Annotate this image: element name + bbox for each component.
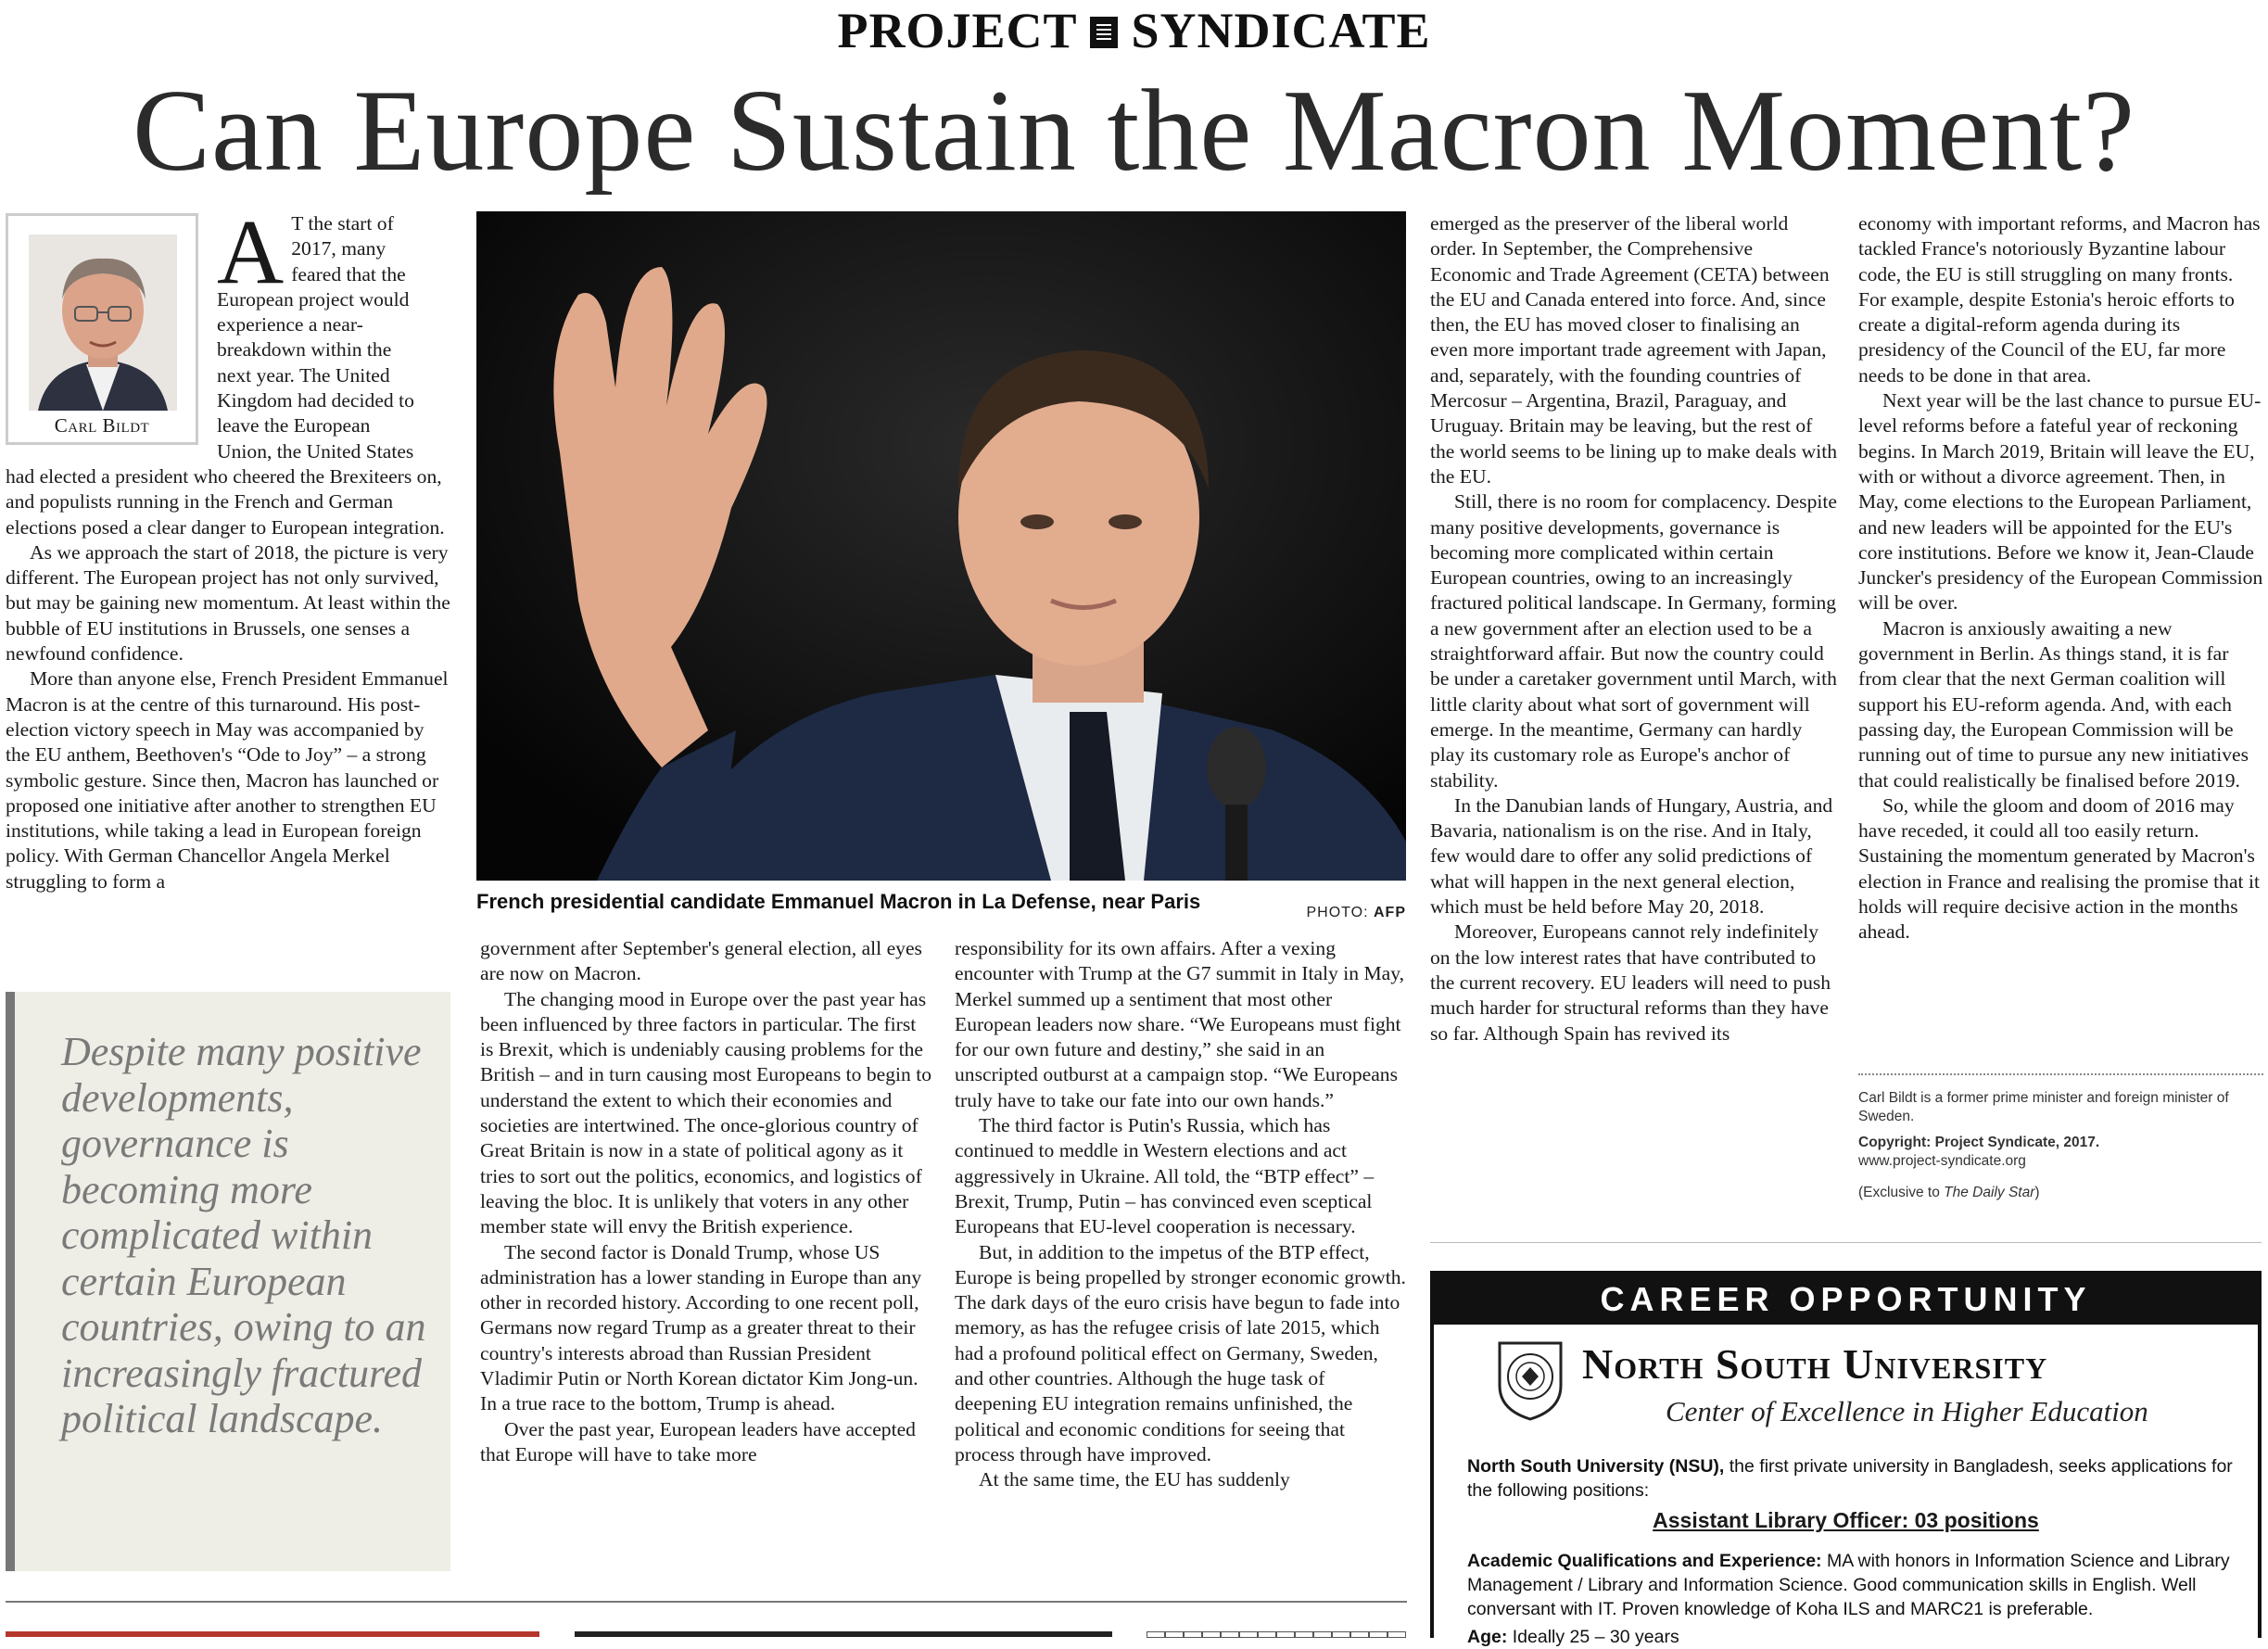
col3-paragraph: responsibility for its own affairs. After a vexing encounter with Trump at the G7 summit in Italy in May, Merkel summed up a sentiment that most other European leaders now share. “We Europeans must fight for our own future and destiny,” she said in an unscripted outburst at a campaign stop. “We Europeans truly have to take our fate into our own hands.” [955,937,1405,1111]
author-portrait [29,235,177,411]
col1-paragraph: More than anyone else, French President Emmanuel Macron is at the centre of this turnaround. His post-election victory speech in May was accompanied by the EU anthem, Beethoven's “Ode to Joy” – a strong symbolic gesture. Since then, Macron has launched or proposed one initiative after another to strengthen EU institutions, while taking a lead in European foreign policy. With German Chancellor Angela Merkel struggling to form a [6,667,449,893]
university-seal-icon [1494,1338,1566,1421]
qual-text: MA with honors in Information Science and Library Management / Library and Information Science. Good communication skills in English. Well conversant with IT. Proven knowledge of Koha ILS and MARC21 is preferable. [1467,1551,2230,1619]
bio-divider [1858,1073,2263,1075]
col1-line: 2017, many [291,237,386,260]
col3-paragraph: The third factor is Putin's Russia, which has continued to meddle in Western elections and act aggressively in Ukraine. All told, the “BTP effect” – Brexit, Trump, Putin – has convinced even sceptical Europeans that EU-level cooperation is necessary. [955,1114,1375,1238]
col4-paragraph: emerged as the preserver of the liberal world order. In September, the Comprehensive Economic and Trade Agreement (CETA) between the EU and Canada entered into force. And, since then, the EU has moved closer to finalising an even more important trade agreement with Japan, and, separately, with the founding countries of Mercosur – Argentina, Brazil, Paraguay, and Uruguay. Britain may be leaving, but the rest of the world seems to be lining up to make deals with the EU. [1430,212,1837,488]
age-label: Age: [1467,1627,1508,1647]
photo-credit-label: PHOTO: [1306,905,1374,920]
column-5 [1858,211,2263,945]
col5-paragraph: So, while the gloom and doom of 2016 may have receded, it could all too easily return. Sustaining the momentum generated by Macron's election in France and realising the promise that it holds will require decisive action in the months ahead. [1858,793,2260,944]
career-intro-text: the first private university in Bangladesh, seeks applications for the following positions: [1467,1456,2233,1501]
bottom-bar-red [6,1631,539,1637]
column-1-body [6,464,450,894]
photo-caption: French presidential candidate Emmanuel Macron in La Defense, near Paris [476,890,1201,913]
age-text: Ideally 25 – 30 years [1507,1627,1679,1647]
col2-paragraph: Over the past year, European leaders have accepted that Europe will have to take more [480,1417,916,1465]
exclusive-prefix: (Exclusive to [1858,1185,1945,1200]
career-bar: CAREER OPPORTUNITY [1434,1275,2258,1325]
col1-line: T the start of [291,212,394,235]
col1-paragraph: As we approach the start of 2018, the picture is very different. The European project has not only survived, but may be gaining new momentum. At least within the bubble of EU institutions in Brussels, one senses a newfound confidence. [6,540,450,666]
career-ad [1430,1271,2262,1647]
col1-line: feared that the [291,262,406,285]
dropcap: A [217,200,285,303]
bottom-rule-main [6,1601,1407,1603]
col1-line: Union, the United States [217,439,414,463]
career-intro-bold: North South University (NSU), [1467,1456,1725,1477]
col3-paragraph: But, in addition to the impetus of the BTP effect, Europe is being propelled by stronger economic growth. The dark days of the euro crisis have begun to fade into memory, as has the refugee crisis of late 2015, which had a profound political effect on Germany, Sweden, and other countries. Although the huge task of deepening EU integration remains unfinished, the political and economic conditions for seeing that process through have improved. [955,1240,1406,1465]
author-bio [1858,1089,2263,1202]
author-name: Carl Bildt [54,414,150,437]
col5-paragraph: Next year will be the last chance to pursue EU-level reforms before a fateful year of reckoning begins. In March 2019, Britain will leave the EU, with or without a divorce agreement. Then, in May, come elections to the European Parliament, and new leaders will be appointed for the EU's core institutions. Before we know it, Jean-Claude Juncker's presidency of the European Commission will be over. [1858,389,2263,615]
column-1-top [217,200,456,464]
career-intro [1467,1454,2236,1503]
exclusive-suffix: ) [2034,1185,2040,1200]
exclusive-note [1858,1184,2263,1202]
col2-paragraph: The changing mood in Europe over the past year has been influenced by three factors in particular. The first is Brexit, which is undeniably causing problems for the British – and in turn causing most Europeans to begin to understand the extent to which their economies and societies are intertwined. The once-glorious country of Great Britain is now in a state of political agony as it tries to sort out the politics, economics, and logistics of leaving the bloc. It is unlikely that voters in any other member state will envy the British experience. [480,987,931,1238]
column-3 [955,936,1407,1493]
col3-paragraph: At the same time, the EU has suddenly [979,1468,1290,1491]
col2-paragraph: The second factor is Donald Trump, whose US administration has a lower standing in Europe than any other in recorded history. According to one recent poll, Germans now regard Trump as a greater threat to their country's interests abroad than Russian President Vladimir Putin or North Korean dictator Kim Jong-un. In a true race to the bottom, Trump is ahead. [480,1240,922,1415]
copyright: Copyright: Project Syndicate, 2017. [1858,1135,2100,1150]
col1-paragraph: had elected a president who cheered the Brexiteers on, and populists running in the French and German elections posed a clear danger to European integration. [6,465,445,539]
author-box [6,213,198,445]
article-photo [476,211,1406,881]
syndicate-logo-icon [1090,17,1118,48]
university-name: North South University [1582,1340,2048,1388]
masthead-syndicate: SYNDICATE [1131,3,1431,58]
masthead-project: PROJECT [837,3,1078,58]
photo-credit-source: AFP [1374,905,1406,920]
pull-quote [6,992,450,1571]
bottom-bar-strip [1147,1631,1406,1638]
col1-line: next year. The United [217,363,390,387]
col5-paragraph: economy with important reforms, and Macron has tackled France's notoriously Byzantine labour code, the EU is still struggling on many fronts. For example, despite Estonia's heroic efforts to create a digital-reform agenda during its presidency of the Council of the EU, far more needs to be done in that area. [1858,212,2261,387]
source-url[interactable]: www.project-syndicate.org [1858,1153,2026,1169]
masthead [0,2,2268,59]
pull-quote-text: Despite many positive developments, governance is becoming more complicated within certain European countries, owing to an increasingly fractured political landscape. [61,1029,426,1441]
col1-line: breakdown within the [217,338,392,362]
university-tagline: Center of Excellence in Higher Education [1666,1395,2148,1427]
bottom-bar-dark [575,1631,1112,1637]
qual-label: Academic Qualifications and Experience: [1467,1551,1822,1571]
col1-line: European project would [217,287,410,311]
career-age [1467,1625,2236,1649]
photo-credit [1307,905,1407,921]
section-rule [1430,1242,2262,1243]
position-title: Assistant Library Officer: 03 positions [1653,1508,2039,1532]
bio-text: Carl Bildt is a former prime minister and foreign minister of Sweden. [1858,1090,2229,1124]
career-qualifications [1467,1549,2236,1621]
col5-paragraph: Macron is anxiously awaiting a new government in Berlin. As things stand, it is far from clear that the next German coalition will support his EU-reform agenda. And, with each passing day, the European Commission will be running out of time to pursue any new initiatives that could realistically be finalised before 2019. [1858,616,2249,792]
col4-paragraph: Moreover, Europeans cannot rely indefinitely on the low interest rates that have contributed to the current recovery. EU leaders will need to push much harder for structural reforms than they have so far. Although Spain has revived its [1430,920,1831,1045]
column-2 [480,936,934,1467]
headline: Can Europe Sustain the Macron Moment? [132,67,2136,196]
col4-paragraph: Still, there is no room for complacency. Despite many positive developments, governance is becoming more complicated within certain European countries, owing to an increasingly fractured political landscape. In Germany, forming a new government after an election used to be a straightforward affair. But now the country could be under a caretaker government until March, with little clarity about what sort of government will emerge. In the meantime, Germany can hardly play its customary role as Europe's anchor of stability. [1430,490,1837,792]
column-4 [1430,211,1838,1046]
col1-line: leave the European [217,414,371,438]
exclusive-paper: The Daily Star [1944,1185,2035,1200]
col4-paragraph: In the Danubian lands of Hungary, Austria, and Bavaria, nationalism is on the rise. And in Italy, few would dare to offer any solid predictions of what will happen in the next general election, which must be held before May 20, 2018. [1430,793,1833,919]
col1-line: Kingdom had decided to [217,389,414,412]
col1-line: experience a near- [217,313,363,336]
col2-paragraph: government after September's general election, all eyes are now on Macron. [480,937,922,985]
